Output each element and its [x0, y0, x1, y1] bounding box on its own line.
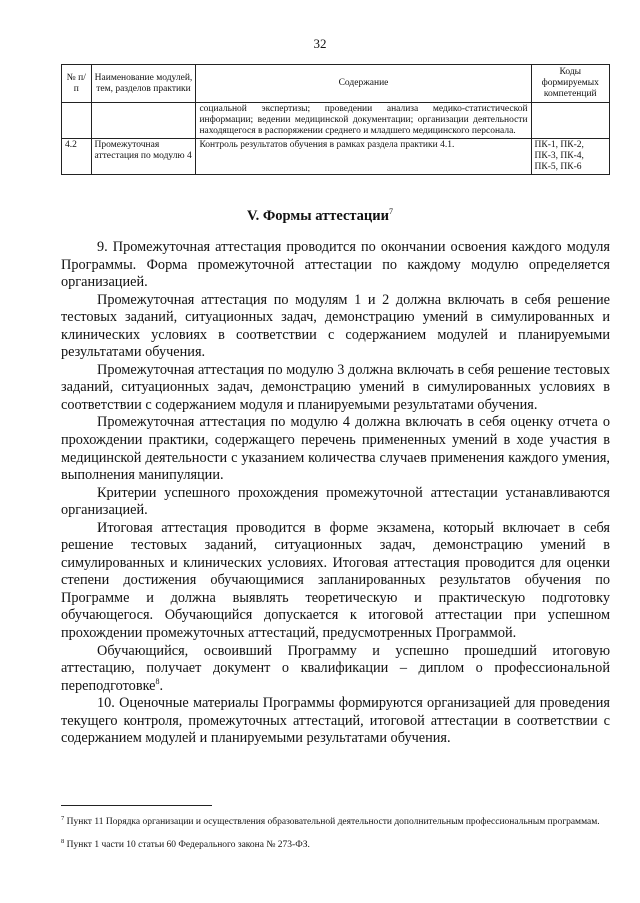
paragraph: Итоговая аттестация проводится в форме экзамена, который включает в себя решение тестовых заданий, ситуационных задач, демонстрацию умений в симулированных и клинических условиях. Итоговая аттестация проводится для оценки степени достижения обучающимися запланированных результатов обучения по Программе и должна выявлять теоретическую и практическую подготовку обучающегося. Обучающийся допускается к итоговой аттестации при успешном прохождении промежуточных аттестаций, предусмотренных Программой. [61, 519, 610, 642]
paragraph: 9. Промежуточная аттестация проводится по окончании освоения каждого модуля Программы. Форма промежуточной аттестации по каждому модулю определяется организацией. [61, 239, 610, 291]
footnote-text: Пункт 1 части 10 статьи 60 Федерального закона № 273-ФЗ. [64, 840, 310, 851]
footnote-mark: 8 [61, 838, 65, 845]
table-cell [531, 103, 609, 139]
table-row [62, 103, 610, 139]
page-number: 32 [313, 36, 327, 51]
column-header: Коды формируемых компетенций [531, 65, 609, 103]
paragraph-text: Обучающийся, освоивший Программу и успешно прошедший итоговую аттестацию, получает документ о квалификации – диплом о профессиональной переподготовке [61, 642, 610, 694]
footnote-ref: 7 [389, 207, 393, 216]
table-cell: Контроль результатов обучения в рамках раздела практики 4.1. [196, 139, 531, 175]
paragraph: Критерии успешного прохождения промежуточной аттестации устанавливаются организацией. [61, 484, 610, 519]
table-cell: Промежуточная аттестация по модулю 4 [91, 139, 196, 175]
column-header: Наименование модулей, тем, разделов практики [91, 65, 196, 103]
paragraph [61, 643, 610, 696]
paragraph: Промежуточная аттестация по модулю 3 должна включать в себя решение тестовых заданий, ситуационных задач, демонстрацию умений в симулированных условиях в соответствии с содержанием модуля и планируемыми результатами обучения. [61, 361, 610, 413]
table-cell: социальной экспертизы; проведении анализа медико-статистической информации; ведении медицинской документации; организации деятельности находящегося в распоряжении среднего и младшего медицинского персонала. [196, 103, 531, 139]
paragraph: 10. Оценочные материалы Программы формируются организацией для проведения текущего контроля, промежуточных аттестаций, итоговой аттестации в соответствии с содержанием модулей и планируемыми результатами обучения. [61, 695, 610, 747]
curriculum-table [61, 64, 610, 175]
section-title-text: V. Формы аттестации [246, 207, 389, 224]
column-header: № п/п [62, 65, 92, 103]
footnote [61, 836, 610, 852]
footnote [61, 813, 610, 829]
footnote-text: Пункт 11 Порядка организации и осуществления образовательной деятельности дополнительным профессиональным программам. [64, 817, 600, 828]
paragraph: Промежуточная аттестация по модулям 1 и 2 должна включать в себя решение тестовых заданий, ситуационных задач, демонстрацию умений в симулированных и клинических условиях в соответствии с содержанием модулей и планируемыми результатами обучения. [61, 291, 610, 361]
table-cell [91, 103, 196, 139]
footnote-mark: 7 [61, 815, 65, 822]
table-header-row [62, 65, 610, 103]
table-row [62, 139, 610, 175]
table-cell: ПК-1, ПК-2, ПК-3, ПК-4, ПК-5, ПК-6 [531, 139, 609, 175]
paragraph-end: . [159, 677, 164, 694]
table-cell: 4.2 [62, 139, 92, 175]
document-body [61, 239, 610, 748]
table-cell [62, 103, 92, 139]
column-header: Содержание [196, 65, 531, 103]
section-title [0, 207, 640, 225]
footnote-divider [61, 805, 212, 806]
paragraph: Промежуточная аттестация по модулю 4 должна включать в себя оценку отчета о прохождении практики, содержащего перечень примененных умений в ходе участия в медицинской деятельности с указанием количества случаев применения каждого умения, выполнения манипуляции. [61, 414, 610, 484]
footnote-ref: 8 [155, 676, 160, 686]
